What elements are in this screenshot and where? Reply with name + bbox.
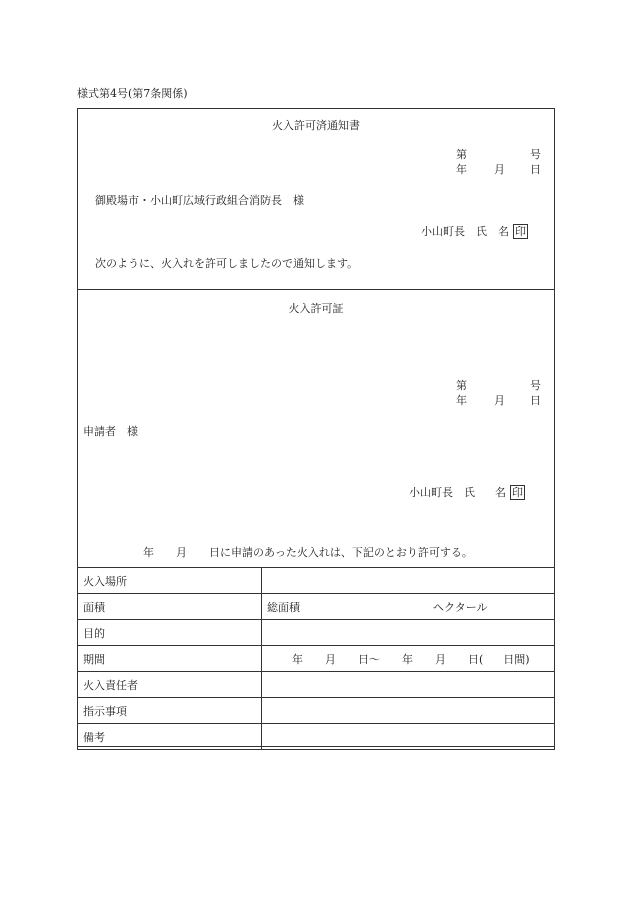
section-divider: [78, 289, 554, 290]
permit-body-month: 月: [176, 546, 187, 559]
instructions-value: [262, 698, 555, 724]
purpose-value: [262, 620, 555, 646]
period-year-1: 年: [292, 652, 303, 666]
permit-body: [143, 544, 473, 560]
seal-mark: 印: [515, 225, 526, 238]
purpose-label: 目的: [78, 620, 262, 646]
place-value: [262, 568, 555, 594]
permit-body-year: 年: [143, 546, 154, 559]
table-row: [78, 594, 555, 620]
permit-day: 日: [530, 394, 541, 407]
responsible-person-label: 火入責任者: [78, 672, 262, 698]
period-month-2: 月: [435, 652, 446, 666]
form-number-label: 様式第4号(第7条関係): [77, 87, 188, 100]
permit-month: 月: [494, 394, 505, 407]
notice-month: 月: [494, 163, 505, 176]
table-row: [78, 698, 555, 724]
period-value: [262, 646, 555, 672]
table-row: [78, 724, 555, 750]
permit-issuer-text: 小山町長 氏: [409, 486, 475, 499]
permit-issuer: [409, 484, 525, 500]
period-day-2: 日(: [468, 652, 484, 666]
notice-number-label: 第: [456, 148, 467, 161]
area-value: [262, 594, 555, 620]
total-area-label: 総面積: [267, 600, 300, 614]
permit-issuer-name: 名: [495, 486, 506, 499]
notice-title: 火入許可済通知書: [272, 119, 360, 132]
remarks-label: 備考: [78, 724, 262, 750]
seal-mark: 印: [512, 486, 523, 499]
place-label: 火入場所: [78, 568, 262, 594]
remarks-value: [262, 724, 555, 750]
area-label: 面積: [78, 594, 262, 620]
notice-number-suffix: 号: [530, 148, 541, 161]
notice-issuer: [421, 223, 528, 239]
table-row: [78, 568, 555, 594]
instructions-label: 指示事項: [78, 698, 262, 724]
notice-day: 日: [530, 163, 541, 176]
notice-body-text: 次のように、火入れを許可しましたので通知します。: [95, 257, 359, 270]
notice-year: 年: [456, 163, 467, 176]
notice-recipient: 御殿場市・小山町広域行政組合消防長 様: [95, 194, 304, 207]
permit-number-label: 第: [456, 379, 467, 392]
period-year-2: 年: [402, 652, 413, 666]
notice-issuer-text: 小山町長 氏 名: [421, 225, 509, 238]
responsible-person-value: [262, 672, 555, 698]
permit-number-suffix: 号: [530, 379, 541, 392]
permit-form-frame: [77, 108, 555, 747]
permit-title: 火入許可証: [288, 302, 344, 315]
table-row: [78, 646, 555, 672]
table-row: [78, 620, 555, 646]
permit-body-text: 日に申請のあった火入れは、下記のとおり許可する。: [209, 546, 473, 559]
table-row: [78, 672, 555, 698]
permit-details-table: [77, 567, 555, 750]
period-label: 期間: [78, 646, 262, 672]
period-day-1: 日～: [358, 652, 380, 666]
area-unit: ヘクタール: [433, 600, 488, 614]
permit-applicant: 申請者 様: [83, 425, 138, 438]
period-days: 日間): [503, 652, 530, 666]
period-month-1: 月: [325, 652, 336, 666]
permit-year: 年: [456, 394, 467, 407]
